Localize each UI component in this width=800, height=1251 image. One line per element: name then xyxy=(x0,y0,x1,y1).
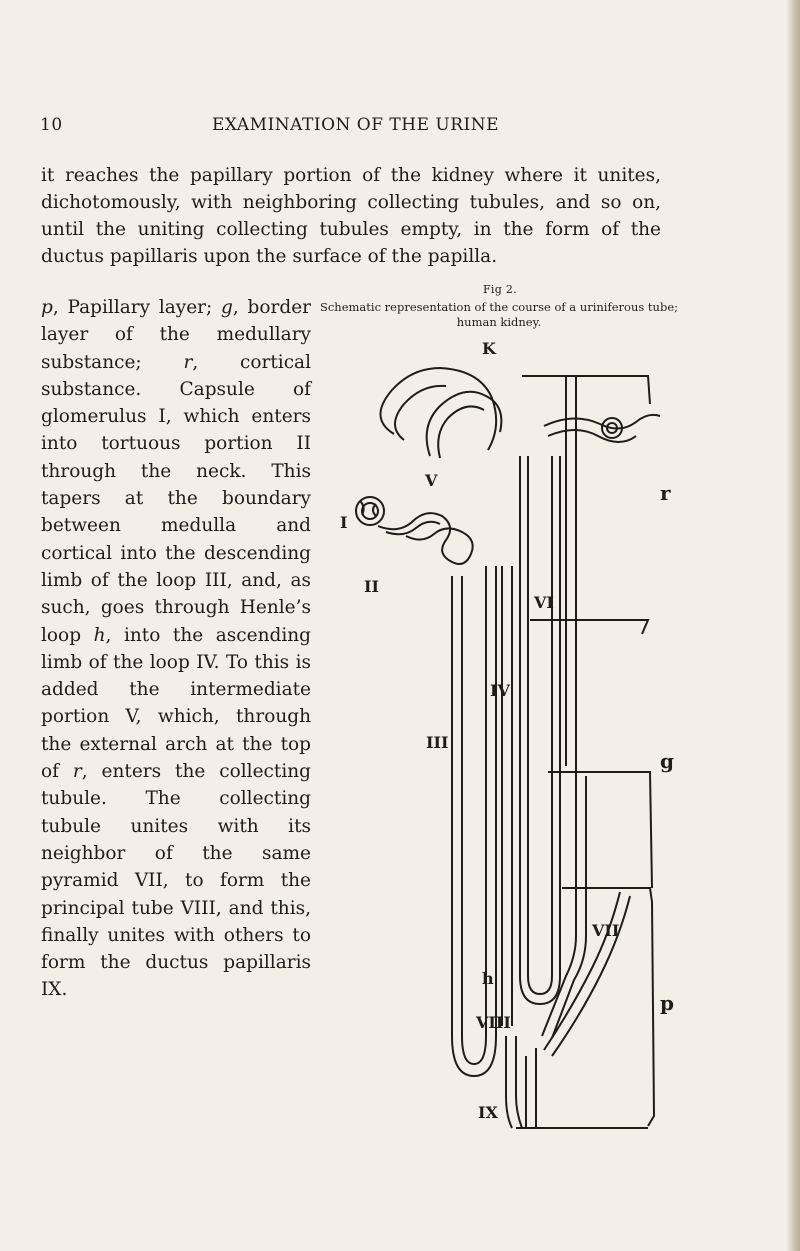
side-text-4: , into the ascending limb of the loop IV. To this is added the intermediate portion V, which, through the external arch at the top of xyxy=(41,624,311,783)
italic-r-2: r xyxy=(72,761,82,783)
side-text-3: , cortical substance. Capsule of glomerulus I, which enters into tortuous portion II through the neck. This tapers at the boundary between medulla and cortical into the descending limb of the loop III, and, as such, goes through Henle’s loop xyxy=(41,351,311,646)
collecting-tubule-VII xyxy=(542,766,586,1038)
region-line-cortex-top xyxy=(522,376,650,404)
running-head: EXAMINATION OF THE URINE xyxy=(212,115,500,135)
letter-IX: IX xyxy=(478,1103,498,1122)
region-line-cortex-bottom xyxy=(530,620,648,634)
ascending-limb-IV xyxy=(502,566,512,1026)
collecting-tubule-VI xyxy=(566,376,576,766)
italic-g: g xyxy=(221,297,233,318)
letter-K: K xyxy=(482,339,496,358)
paragraph-top: it reaches the papillary portion of the kidney where it unites, dichotomously, with neighboring collecting tubules, and so on, until the uniting collecting tubules empty, in the form of the ductus papillaris upon the surface of the papilla. xyxy=(41,165,661,267)
body-text xyxy=(41,162,661,270)
running-header xyxy=(40,115,740,141)
letter-VI: VI xyxy=(534,593,554,612)
letter-r: r xyxy=(660,481,671,505)
letter-p: p xyxy=(660,991,674,1015)
letter-II: II xyxy=(364,577,379,596)
figure-caption: Schematic representation of the course of a uriniferous tube; human kidney. xyxy=(319,300,679,329)
letter-g: g xyxy=(660,749,674,773)
paragraph-side xyxy=(41,294,311,1004)
italic-p: p xyxy=(41,297,53,318)
side-text-5: , enters the collecting tubule. The collecting tubule unites with its neighbor of the same pyramid VII, to form the principal tube VIII, and this, finally unites with others to form the ductus papillaris IX. xyxy=(41,761,311,1001)
region-line-border xyxy=(548,772,652,888)
letter-III: III xyxy=(426,733,449,752)
letter-h: h xyxy=(482,969,494,988)
tortuous-portion-II xyxy=(378,513,473,564)
letter-VIII: VIII xyxy=(476,1013,511,1032)
side-text-2: , border layer of the medullary substance; xyxy=(41,297,311,373)
letter-I: I xyxy=(340,513,348,532)
figure-letters xyxy=(340,339,674,1122)
italic-r: r xyxy=(183,351,193,373)
uriniferous-tube-figure xyxy=(330,336,690,1186)
italic-h: h xyxy=(93,624,106,646)
ductus-papillaris-IX xyxy=(526,1048,536,1128)
letter-IV: IV xyxy=(490,681,510,700)
principal-tube-VIII xyxy=(506,1036,522,1128)
figure-drawing xyxy=(330,336,690,1186)
figure-label: Fig 2. xyxy=(483,283,517,296)
side-text-1: , Papillary layer; xyxy=(52,297,222,318)
letter-V: V xyxy=(425,471,438,490)
glomerulus-I xyxy=(356,497,384,525)
descending-limb-III xyxy=(452,566,496,1076)
page-edge-shadow xyxy=(786,0,800,1251)
page-number: 10 xyxy=(40,115,63,135)
letter-VII: VII xyxy=(592,921,620,940)
